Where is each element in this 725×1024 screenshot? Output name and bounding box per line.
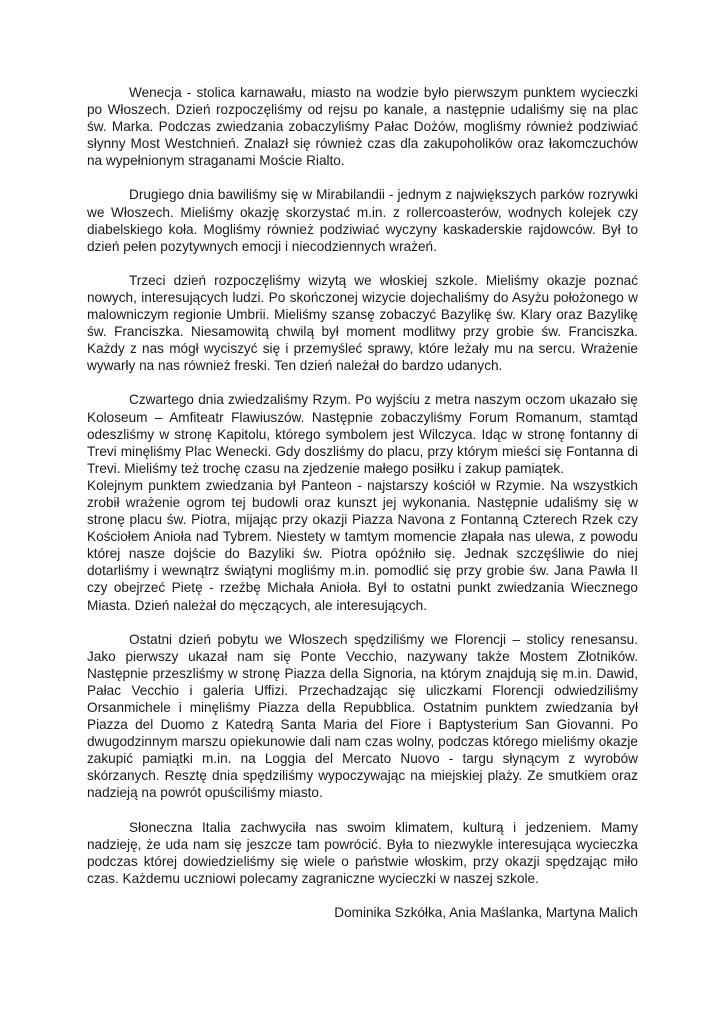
paragraph-mirabilandia: Drugiego dnia bawiliśmy się w Mirabilandii - jednym z największych parków rozrywki we Włoszech. Mieliśmy okazję skorzystać m.in. z rollercoasterów, wodnych kolejek czy diabelskiego koła. Mogliśmy również podziwiać wyczyny kaskaderskie rajdowców. Był to dzień pełen pozytywnych emocji i niecodziennych wrażeń. xyxy=(87,187,638,254)
paragraph-venice: Wenecja - stolica karnawału, miasto na wodzie było pierwszym punktem wycieczki po Włoszech. Dzień rozpoczęliśmy od rejsu po kanale, a następnie udaliśmy się na plac św. Marka. Podczas zwiedzania zobaczyliśmy Pałac Dożów, mogliśmy również podziwiać słynny Most Westchnień. Znalazł się również czas dla zakupoholików oraz łakomczuchów na wypełnionym straganami Moście Rialto. xyxy=(87,85,638,169)
paragraph-summary: Słoneczna Italia zachwyciła nas swoim klimatem, kulturą i jedzeniem. Mamy nadzieję, że uda nam się jeszcze tam powrócić. Była to niezwykle interesująca wycieczka podczas której dowiedzieliśmy się wiele o państwie włoskim, przy okazji spędzając miło czas. Każdemu uczniowi polecamy zagraniczne wycieczki w naszej szkole. xyxy=(87,819,638,886)
document-page xyxy=(87,84,638,921)
paragraph-assisi: Trzeci dzień rozpoczęliśmy wizytą we włoskiej szkole. Mieliśmy okazje poznać nowych, interesujących ludzi. Po skończonej wizycie dojechaliśmy do Asyżu położonego w malowniczym regionie Umbrii. Mieliśmy szansę zobaczyć Bazylikę św. Klary oraz Bazylikę św. Franciszka. Niesamowitą chwilą był moment modlitwy przy grobie św. Franciszka. Każdy z nas mógł wyciszyć się i przemyśleć sprawy, które leżały mu na sercu. Wrażenie wywarły na nas również freski. Ten dzień należał do bardzo udanych. xyxy=(87,272,638,374)
paragraph-rome: Czwartego dnia zwiedzaliśmy Rzym. Po wyjściu z metra naszym oczom ukazało się Koloseum – Amfiteatr Flawiuszów. Następnie zobaczyliśmy Forum Romanum, stamtąd odeszliśmy w stronę Kapitolu, którego symbolem jest Wilczyca. Idąc w stronę fontanny di Trevi minęliśmy Plac Wenecki. Gdy doszliśmy do placu, przy którym mieści się Fontanna di Trevi. Mieliśmy też trochę czasu na zjedzenie małego posiłku i zakup pamiątek. xyxy=(87,392,638,476)
author-signature: Dominika Szkółka, Ania Maślanka, Martyna Malich xyxy=(334,904,638,920)
paragraph-rome-continued: Kolejnym punktem zwiedzania był Panteon - najstarszy kościół w Rzymie. Na wszystkich zrobił wrażenie ogrom tej budowli oraz kunszt jej wykonania. Następnie udaliśmy się w stronę placu św. Piotra, mijając przy okazji Piazza Navona z Fontanną Czterech Rzek czy Kościołem Anioła nad Tybrem. Niestety w tamtym momencie złapała nas ulewa, z powodu której nasze dojście do Bazyliki św. Piotra opóźniło się. Jednak szczęśliwie do niej dotarliśmy i wewnątrz świątyni mogliśmy m.in. pomodlić się przy grobie św. Jana Pawła II czy obejrzeć Pietę - rzeźbę Michała Anioła. Był to ostatni punkt zwiedzania Wiecznego Miasta. Dzień należał do męczących, ale interesujących. xyxy=(87,477,638,613)
paragraph-florence: Ostatni dzień pobytu we Włoszech spędziliśmy we Florencji – stolicy renesansu. Jako pierwszy ukazał nam się Ponte Vecchio, nazywany także Mostem Złotników. Następnie przeszliśmy w stronę Piazza della Signoria, na którym znajdują się m.in. Dawid, Pałac Vecchio i galeria Uffizi. Przechadzając się uliczkami Florencji odwiedziliśmy Orsanmichele i minęliśmy Piazza della Repubblica. Ostatnim punktem zwiedzania był Piazza del Duomo z Katedrą Santa Maria del Fiore i Baptysterium San Giovanni. Po dwugodzinnym marszu opiekunowie dali nam czas wolny, podczas którego mieliśmy okazje zakupić pamiątki m.in. na Loggia del Mercato Nuovo - targu słynącym z wyrobów skórzanych. Resztę dnia spędziliśmy wypoczywając na miejskiej plaży. Ze smutkiem oraz nadzieją na powrót opuściliśmy miasto. xyxy=(87,631,638,801)
